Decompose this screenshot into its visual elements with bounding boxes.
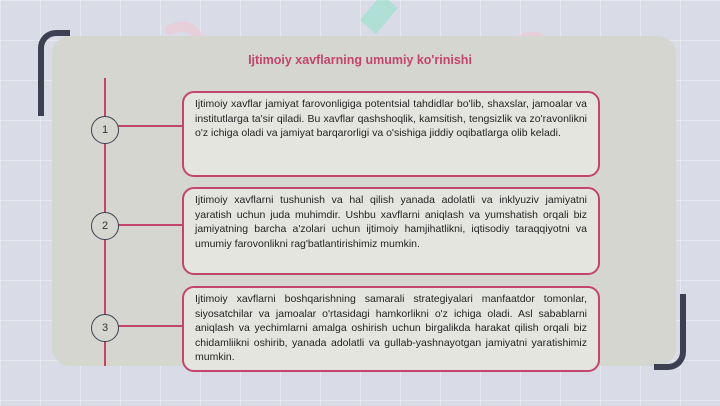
text-box-3: Ijtimoiy xavflarni boshqarishning samarali strategiyalari manfaatdor tomonlar, siyosatchilar va jamoalar o'rtasidagi hamkorlikni o'z ichiga oladi. Asl sabablarni aniqlash va yechimlarni amalga oshirish uchun birgalikda harakat qilish orqali biz chidamliikni oshirib, yanada adolatli va gullab-yashnayotgan jamiyatni yaratishimiz mumkin. [182,286,600,372]
step-number-2: 2 [91,212,119,240]
slide-title: Ijtimoiy xavflarning umumiy ko'rinishi [248,53,472,67]
connector-1 [118,125,184,127]
text-box-1: Ijtimoiy xavflar jamiyat farovonligiga potentsial tahdidlar bo'lib, shaxslar, jamoalar va institutlarga ta'sir qiladi. Bu xavflar qashshoqlik, kamsitish, tengsizlik va zo'ravonlikni o'z ichiga oladi va jamiyat barqarorligi va o'sishiga jiddiy oqibatlarga olib keladi. [182,91,600,177]
text-box-2: Ijtimoiy xavflarni tushunish va hal qilish yanada adolatli va inklyuziv jamiyatni yaratish uchun juda muhimdir. Ushbu xavflarni aniqlash va yumshatish orqali biz jamiyatning barcha a'zolari uchun ijtimoiy hamjihatlikni, iqtisodiy taraqqiyotni va umumiy farovonlikni rag'batlantirishimiz mumkin. [182,187,600,275]
step-number-1: 1 [91,116,119,144]
connector-3 [118,325,184,327]
step-number-3: 3 [91,314,119,342]
frame-corner-top-left [38,30,70,116]
connector-2 [118,224,184,226]
frame-corner-bottom-right [654,294,686,370]
